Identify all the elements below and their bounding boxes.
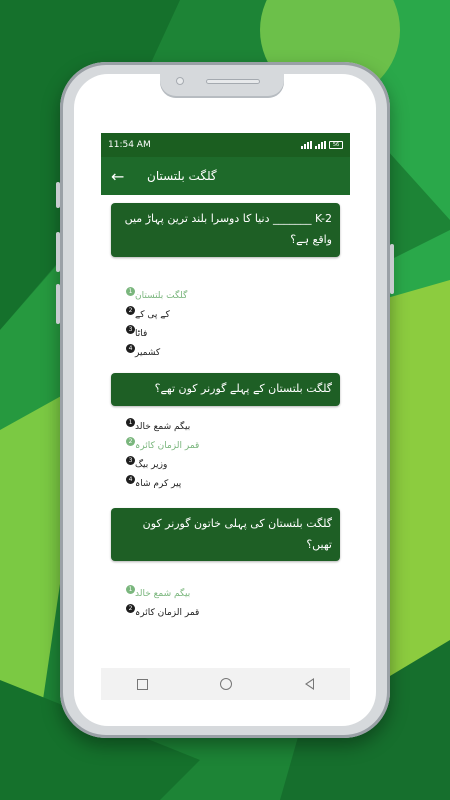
camera-icon <box>176 77 184 85</box>
phone-side-button <box>56 182 60 208</box>
option-item[interactable]: کشمیر 4 <box>123 344 328 363</box>
option-item[interactable]: بیگم شمع خالد 1 <box>123 585 328 604</box>
options-list <box>101 561 350 623</box>
options-list <box>101 257 350 363</box>
option-item[interactable]: قمر الزمان کائرہ 2 <box>123 604 328 623</box>
option-item[interactable]: فاٹا 3 <box>123 325 328 344</box>
status-time: 11:54 AM <box>108 140 151 150</box>
arrow-back-icon[interactable]: ← <box>111 166 125 186</box>
question-card: گلگت بلتستان کے پہلے گورنر کون تھے؟ <box>111 373 340 406</box>
page-title: گلگت بلتستان <box>147 169 217 183</box>
phone-power-button <box>390 244 394 294</box>
signal-icon <box>315 141 326 149</box>
option-item[interactable]: گلگت بلتستان 1 <box>123 287 328 306</box>
phone-side-button <box>56 232 60 272</box>
phone-side-button <box>56 284 60 324</box>
option-item[interactable]: وزیر بیگ 3 <box>123 456 328 475</box>
status-bar <box>101 133 350 157</box>
recents-icon[interactable] <box>137 679 148 690</box>
question-list[interactable] <box>101 195 350 670</box>
option-item[interactable]: قمر الزمان کائرہ 2 <box>123 437 328 456</box>
question-card: K-2 _______ دنیا کا دوسرا بلند ترین پہاڑ میں واقع ہے؟ <box>111 203 340 257</box>
home-icon[interactable] <box>220 678 232 690</box>
app-bar <box>101 157 350 195</box>
question-card: گلگت بلتستان کی پہلی خاتون گورنر کون تھیں؟ <box>111 508 340 562</box>
option-item[interactable]: پیر کرم شاہ 4 <box>123 475 328 494</box>
speaker-grill <box>206 79 260 84</box>
system-nav-bar <box>101 668 350 700</box>
option-item[interactable]: بیگم شمع خالد 1 <box>123 418 328 437</box>
signal-icon <box>301 141 312 149</box>
app-screen <box>101 133 350 700</box>
options-list <box>101 406 350 494</box>
back-nav-icon[interactable] <box>305 678 314 690</box>
option-item[interactable]: کے پی کے 2 <box>123 306 328 325</box>
battery-icon: 56 <box>329 141 343 149</box>
